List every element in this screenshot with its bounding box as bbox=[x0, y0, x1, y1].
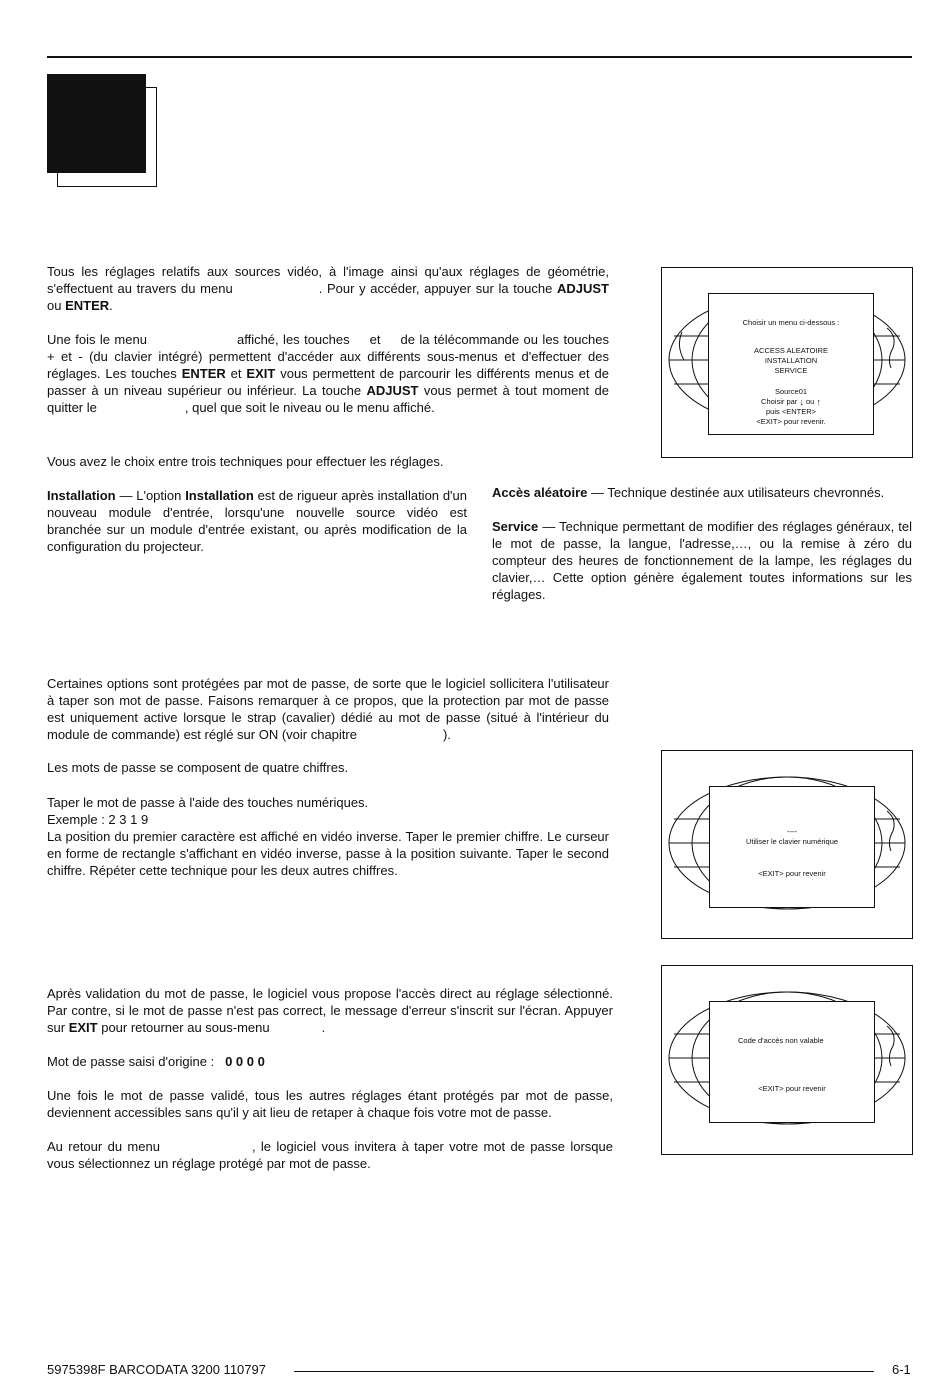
keypad-screen-illustration bbox=[661, 750, 913, 939]
validation-paragraph-3: Une fois le mot de passe validé, tous les autres réglages étant protégés par mot de passe, deviennent accessibles sans qu'il y ait lieu de retaper à chaque fois votre mot de passe. bbox=[47, 1088, 613, 1120]
choice-random-access: Accès aléatoire — Technique destinée aux utilisateurs chevronnés. bbox=[492, 485, 885, 500]
invalid-code-dialog bbox=[709, 1001, 875, 1123]
keypad-dialog bbox=[709, 786, 875, 908]
intro-paragraph-1: Tous les réglages relatifs aux sources vidéo, à l'image ainsi qu'aux réglages de géométrie, s'effectuent au travers du menu . Pour y accéder, appuyer sur la touche ADJUST ou ENTER. bbox=[47, 264, 609, 313]
choice-installation: Installation — L'option Installation est de rigueur après installation d'un nouveau module d'entrée, lorsqu'une nouvelle source vidéo est branchée sur un module d'entrée existant, ou après modification de la configuration du projecteur. bbox=[47, 488, 467, 554]
choice-lead: Vous avez le choix entre trois techniques pour effectuer les réglages. bbox=[47, 454, 444, 469]
menu-enter-hint: puis <ENTER> bbox=[765, 407, 817, 416]
validation-paragraph-4: Au retour du menu , le logiciel vous invitera à taper votre mot de passe lorsque vous sélectionnez un réglage protégé par mot de passe. bbox=[47, 1139, 613, 1171]
menu-choose-line: Choisir par ↓ ou ↑ bbox=[761, 397, 821, 407]
chapter-marker-block bbox=[47, 74, 146, 173]
footer-rule bbox=[294, 1371, 874, 1372]
validation-paragraph-1: Après validation du mot de passe, le logiciel vous propose l'accès direct au réglage sélectionné. Par contre, si le mot de passe n'est pas correct, le message d'erreur s'inscrit sur l'écran. Appuyer sur EXIT pour retourner au sous-menu . bbox=[47, 986, 613, 1035]
validation-default-password: Mot de passe saisi d'origine : 0 0 0 0 bbox=[47, 1054, 265, 1069]
footer-doc-reference: 5975398F BARCODATA 3200 110797 bbox=[47, 1362, 266, 1377]
top-rule bbox=[47, 56, 912, 58]
invalid-code-screen-illustration bbox=[661, 965, 913, 1155]
menu-dialog-title: Choisir un menu ci-dessous : bbox=[742, 318, 840, 327]
menu-item-random-access: ACCESS ALEATOIRE bbox=[754, 346, 828, 355]
menu-exit-hint: <EXIT> pour revenir. bbox=[756, 417, 826, 426]
menu-item-service: SERVICE bbox=[774, 366, 808, 375]
choice-service: Service — Technique permettant de modifier des réglages généraux, tel le mot de passe, la langue, l'adresse,…, ou la remise à zéro du compteur des heures de fonctionnement de la lampe, les réglages du clavier,… Cette option génère également toutes informations sur les réglages. bbox=[492, 519, 912, 602]
menu-dialog bbox=[708, 293, 874, 435]
menu-item-installation: INSTALLATION bbox=[764, 356, 818, 365]
password-paragraph-2: Les mots de passe se composent de quatre chiffres. bbox=[47, 760, 349, 775]
keypad-hint: Utiliser le clavier numérique bbox=[745, 837, 839, 846]
arrow-up-icon: ↑ bbox=[816, 397, 821, 407]
menu-screen-illustration bbox=[661, 267, 913, 458]
password-paragraph-1: Certaines options sont protégées par mot de passe, de sorte que le logiciel sollicitera l'utilisateur à taper son mot de passe. Faisons remarquer à ce propos, que la protection par mot de passe est uniquement active lorsque le strap (cavalier) dédié au mot de passe (situé à l'intérieur du module de commande) est réglé sur ON (voir chapitre ). bbox=[47, 676, 609, 742]
invalid-code-message: Code d'accès non valable bbox=[738, 1036, 824, 1045]
default-password-value: 0 0 0 0 bbox=[225, 1054, 265, 1069]
password-paragraph-3: Taper le mot de passe à l'aide des touches numériques. Exemple : 2 3 1 9 La position du premier caractère est affiché en vidéo inverse. Taper le premier chiffre. Le curseur en forme de rectangle s'affichant en vidéo inverse, passe à la position suivante. Taper le second chiffre. Répéter cette technique pour les deux autres chiffres. bbox=[47, 795, 609, 878]
arrow-down-icon: ↓ bbox=[799, 397, 804, 407]
password-mask: ---- bbox=[787, 827, 797, 836]
invalid-code-exit-hint: <EXIT> pour revenir bbox=[758, 1084, 826, 1093]
page-number: 6-1 bbox=[892, 1362, 911, 1377]
keypad-exit-hint: <EXIT> pour revenir bbox=[758, 869, 826, 878]
menu-source: Source01 bbox=[774, 387, 808, 396]
intro-paragraph-2: Une fois le menu affiché, les touches et de la télécommande ou les touches + et - (du clavier intégré) permettent d'accéder aux différents sous-menus et d'effectuer des réglages. Les touches ENTER et EXIT vous permettent de parcourir les différents menus et de passer à un niveau supérieur ou inférieur. La touche ADJUST vous permet à tout moment de quitter le , quel que soit le niveau ou le menu affiché. bbox=[47, 332, 610, 415]
